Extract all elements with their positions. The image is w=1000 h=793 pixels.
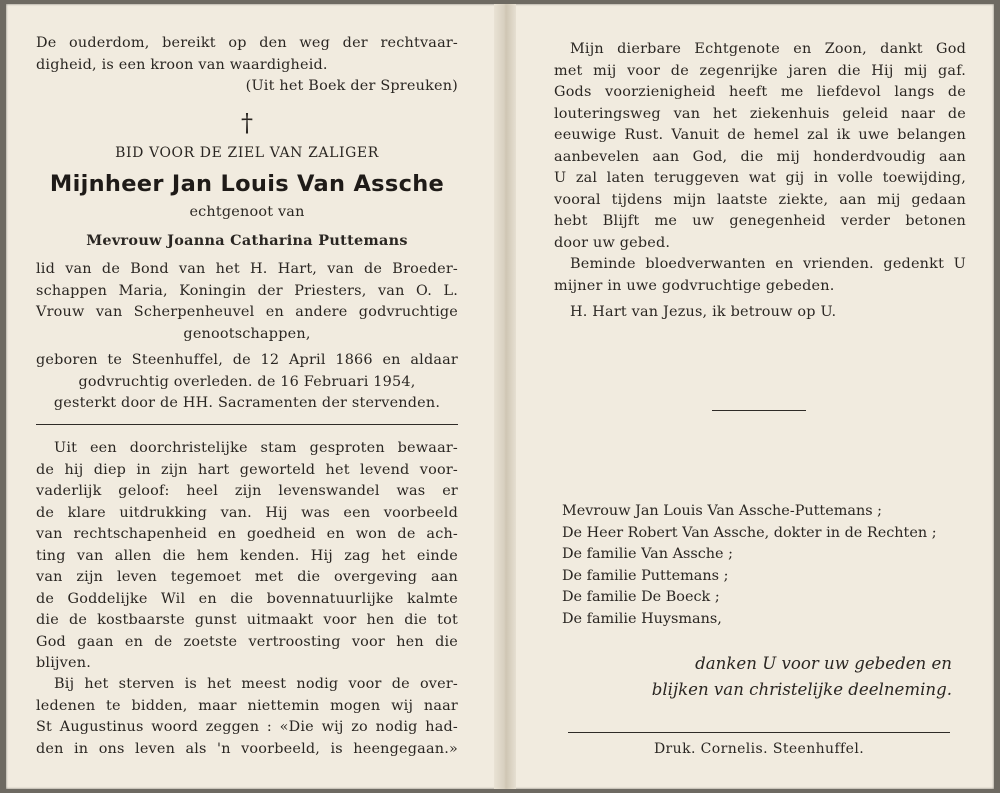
family-list	[562, 501, 982, 631]
divider-line	[36, 424, 458, 425]
family-member: De familie Puttemans ;	[562, 567, 729, 584]
membership-line: Vrouw van Scherpenheuvel en andere godvruchtige	[36, 304, 458, 320]
biography-line: blijven.	[36, 655, 91, 671]
membership-line: lid van de Bond van het H. Hart, van de Broeder-	[36, 261, 458, 277]
farewell-paragraph	[554, 39, 966, 254]
biography-line: van zijn leven tegemoet met die overgeving aan	[36, 569, 458, 585]
farewell-line: eeuwige Rust. Vanuit de hemel zal ik uwe belangen	[554, 127, 966, 143]
biography-line: van rechtschapenheid en goedheid en won de ach-	[36, 526, 458, 542]
family-member: De Heer Robert Van Assche, dokter in de Rechten ;	[562, 524, 937, 541]
farewell-line: aanbevelen aan God, die mij honderdvoudig aan	[554, 148, 966, 165]
printer-divider	[568, 732, 950, 733]
memorial-card	[6, 4, 994, 789]
invocation: H. Hart van Jezus, ik betrouw op U.	[570, 304, 837, 320]
epigraph-line: digheid, is een kroon van waardigheid.	[36, 56, 328, 73]
epigraph-source: (Uit het Boek der Spreuken)	[245, 78, 458, 94]
epigraph-line: De ouderdom, bereikt op den weg der rechtvaar-	[36, 35, 458, 51]
spouse-name: Mevrouw Joanna Catharina Puttemans	[86, 232, 408, 249]
family-member: De familie Huysmans,	[562, 610, 722, 627]
printer-credit: Druk. Cornelis. Steenhuffel.	[653, 741, 865, 757]
cross-symbol: †	[241, 109, 253, 137]
thanks-line: blijken van christelijke deelneming.	[651, 680, 952, 699]
augustinus-line: Bij het sterven is het meest nodig voor de over-	[54, 676, 458, 692]
biography-line: Uit een doorchristelijke stam gesproten bewaar-	[54, 440, 458, 456]
remembrance-line: Beminde bloedverwanten en vrienden. gedenkt U	[570, 256, 966, 272]
right-page	[554, 4, 966, 789]
deceased-name: Mijnheer Jan Louis Van Assche	[49, 171, 445, 197]
augustinus-line: ledenen te bidden, maar niettemin mogen wij naar	[36, 697, 458, 714]
farewell-line: door uw gebed.	[554, 234, 671, 251]
epigraph	[36, 33, 458, 98]
farewell-line: Gods voorzienigheid heeft me liefdevol langs de	[554, 84, 966, 100]
dates-line: geboren te Steenhuffel, de 12 April 1866 en aldaar	[36, 352, 458, 368]
center-fold	[494, 4, 516, 789]
farewell-line: Mijn dierbare Echtgenote en Zoon, dankt God	[570, 41, 966, 57]
family-member: De familie De Boeck ;	[562, 589, 720, 606]
thanks-block	[554, 651, 952, 703]
biography-line: God gaan en de zoetste vertroosting voor hen die	[36, 633, 458, 650]
farewell-line: U zal laten teruggeven wat gij in volle toewijding,	[554, 170, 966, 186]
biography-line: de hij diep in zijn hart geworteld het levend voor-	[36, 461, 458, 478]
augustinus-line: den in ons leven als 'n voorbeeld, is heengegaan.»	[36, 740, 458, 757]
augustinus-line: St Augustinus woord zeggen : «Die wij zo nodig had-	[36, 719, 458, 735]
dates-line: gesterkt door de HH. Sacramenten der stervenden.	[53, 395, 441, 411]
farewell-line: louteringsweg van het ziekenhuis geleid naar de	[554, 105, 966, 122]
remembrance-paragraph	[554, 254, 966, 297]
farewell-line: vooral tijdens mijn laatste ziekte, aan mij gedaan	[554, 191, 966, 208]
biography-line: die de kostbaarste gunst uitmaakt voor hen die tot	[36, 612, 458, 628]
biography-line: de Goddelijke Wil en die bovennatuurlijke kalmte	[36, 590, 458, 607]
left-page	[36, 4, 458, 789]
short-divider	[712, 410, 806, 411]
dates-block	[36, 350, 458, 415]
family-member: De familie Van Assche ;	[562, 546, 734, 563]
biography-line: ting van allen die hem kenden. Hij zag het einde	[36, 547, 458, 564]
dates-line: godvruchtig overleden. de 16 Februari 1954,	[78, 373, 416, 390]
biography-line: de klare uitdrukking van. Hij was een voorbeeld	[36, 504, 458, 521]
membership-line: schappen Maria, Koningin der Priesters, van O. L.	[36, 282, 458, 299]
farewell-line: met mij voor de zegenrijke jaren die Hij mij gaf.	[554, 62, 966, 79]
augustinus-paragraph	[36, 674, 458, 760]
thanks-line: danken U voor uw gebeden en	[695, 654, 952, 673]
biography-line: vaderlijk geloof: heel zijn levenswandel was er	[36, 483, 458, 499]
membership-line: genootschappen,	[183, 325, 311, 342]
farewell-line: hebt Blijft me uw genegenheid verder betonen	[554, 213, 966, 229]
family-member: Mevrouw Jan Louis Van Assche-Puttemans ;	[562, 503, 883, 519]
membership-block	[36, 259, 458, 345]
spouse-intro: echtgenoot van	[189, 204, 305, 220]
remembrance-line: mijner in uwe godvruchtige gebeden.	[554, 277, 835, 294]
prayer-line: BID VOOR DE ZIEL VAN ZALIGER	[115, 145, 379, 161]
biography-paragraph	[36, 438, 458, 675]
